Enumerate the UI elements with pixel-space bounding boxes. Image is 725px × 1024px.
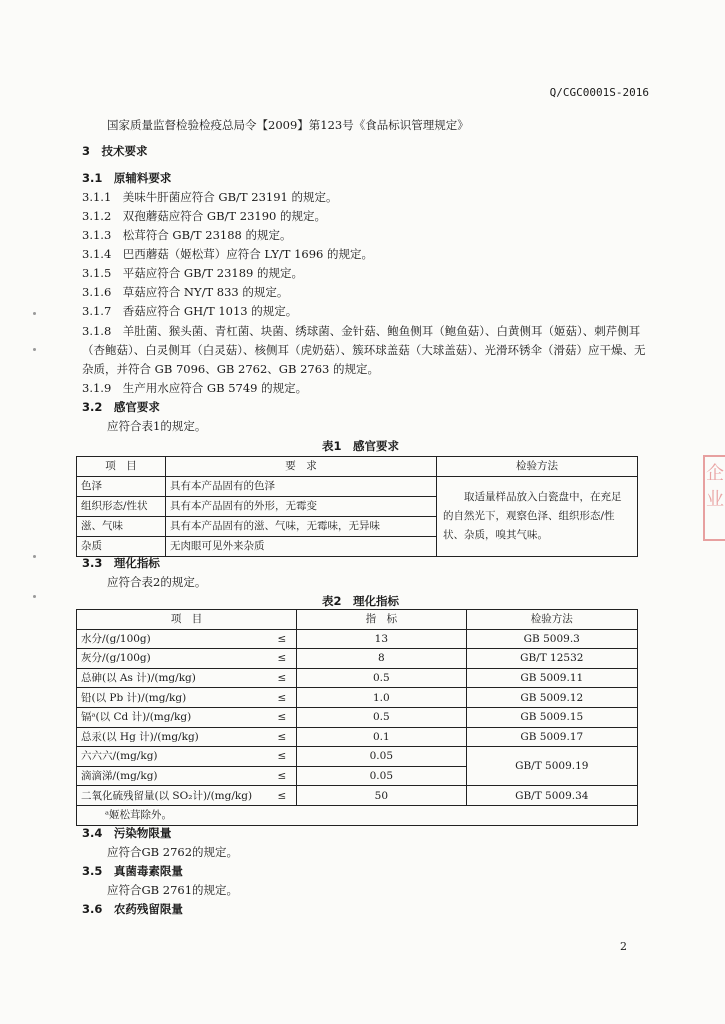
section-3-3-title: 3.3 理化指标: [82, 556, 160, 570]
table2-cell-sym: ≤: [268, 727, 297, 747]
table2-cell-method: GB 5009.3: [466, 629, 637, 649]
section-3-1-6: 3.1.6 草菇应符合 NY/T 833 的规定。: [82, 285, 289, 299]
table1-header-method: 检验方法: [437, 457, 638, 477]
section-3-2-title: 3.2 感官要求: [82, 400, 160, 414]
section-3-2-text: 应符合表1的规定。: [107, 419, 207, 433]
table2-cell-method: GB 5009.12: [466, 688, 637, 708]
table1-cell-item: 组织形态/性状: [77, 497, 166, 517]
scan-speck: [33, 348, 36, 351]
table2-cell-sym: ≤: [268, 747, 297, 767]
table2-header-value: 指 标: [297, 610, 466, 630]
table2-cell-method: GB 5009.15: [466, 707, 637, 727]
table2-cell-item: 水分/(g/100g): [77, 629, 268, 649]
table2-cell-value: 50: [297, 786, 466, 806]
section-3-4-text: 应符合GB 2762的规定。: [107, 845, 239, 859]
section-3-title: 3 技术要求: [82, 144, 148, 158]
section-3-3-text: 应符合表2的规定。: [107, 575, 207, 589]
table-row: [77, 688, 638, 708]
table2-cell-item: 六六六/(mg/kg): [77, 747, 268, 767]
table2-cell-sym: ≤: [268, 766, 297, 786]
table-row: [77, 786, 638, 806]
table2-header-item: 项 目: [77, 610, 297, 630]
table1-caption: 表1 感官要求: [322, 439, 400, 453]
section-3-1-5: 3.1.5 平菇应符合 GB/T 23189 的规定。: [82, 266, 303, 280]
table2-cell-value: 8: [297, 649, 466, 669]
table-row: [77, 747, 638, 767]
section-3-1-4: 3.1.4 巴西蘑菇（姬松茸）应符合 LY/T 1696 的规定。: [82, 247, 374, 261]
table2-cell-sym: ≤: [268, 629, 297, 649]
table2-cell-method-merged: GB/T 5009.19: [466, 747, 637, 786]
table2-cell-item: 镉ᵃ(以 Cd 计)/(mg/kg): [77, 707, 268, 727]
document-number: Q/CGC0001S-2016: [549, 86, 649, 99]
section-3-1-8: 3.1.8 羊肚菌、猴头菌、青杠菌、块菌、绣球菌、金针菇、鲍鱼侧耳（鲍鱼菇）、白黄侧耳（姬菇）、刺芹侧耳（杏鲍菇）、白灵侧耳（白灵菇）、核侧耳（虎奶菇）、簇环球盖菇（大球盖菇）、光滑环锈伞（滑菇）应干燥、无杂质，并符合 GB 7096、GB 2762、GB 2763 的规定。: [82, 324, 646, 376]
section-3-1-title: 3.1 原辅料要求: [82, 171, 172, 185]
table2-cell-method: GB 5009.17: [466, 727, 637, 747]
table2-cell-value: 0.1: [297, 727, 466, 747]
table2-footnote: ᵃ姬松茸除外。: [77, 805, 638, 825]
table1-cell-req: 具有本产品固有的色泽: [166, 477, 437, 497]
table1-cell-req: 具有本产品固有的滋、气味，无霉味，无异味: [166, 517, 437, 537]
section-3-1-7: 3.1.7 香菇应符合 GH/T 1013 的规定。: [82, 304, 298, 318]
table2-header-method: 检验方法: [466, 610, 637, 630]
table1-header-item: 项 目: [77, 457, 166, 477]
table2-cell-value: 0.05: [297, 747, 466, 767]
table2-cell-item: 二氧化硫残留量(以 SO₂计)/(mg/kg): [77, 786, 268, 806]
table2-cell-value: 0.05: [297, 766, 466, 786]
table2-cell-sym: ≤: [268, 688, 297, 708]
section-3-6-title: 3.6 农药残留限量: [82, 902, 183, 916]
table2-cell-sym: ≤: [268, 786, 297, 806]
table2-cell-method: GB/T 5009.34: [466, 786, 637, 806]
table1-header-req: 要 求: [166, 457, 437, 477]
table-row: [77, 649, 638, 669]
table2-cell-item: 铅(以 Pb 计)/(mg/kg): [77, 688, 268, 708]
section-3-5-text: 应符合GB 2761的规定。: [107, 883, 239, 897]
scan-speck: [33, 555, 36, 558]
table2-cell-value: 13: [297, 629, 466, 649]
table-row: [77, 629, 638, 649]
table2-cell-item: 灰分/(g/100g): [77, 649, 268, 669]
section-3-1-9: 3.1.9 生产用水应符合 GB 5749 的规定。: [82, 381, 308, 395]
section-3-1-2: 3.1.2 双孢蘑菇应符合 GB/T 23190 的规定。: [82, 209, 326, 223]
section-3-5-title: 3.5 真菌毒素限量: [82, 864, 183, 878]
table2-physicochemical: [76, 609, 638, 826]
table1-method-cell: 取适量样品放入白瓷盘中，在充足的自然光下，观察色泽、组织形态/性状、杂质，嗅其气味。: [437, 477, 638, 557]
table2-cell-sym: ≤: [268, 649, 297, 669]
table1-sensory: [76, 456, 638, 557]
table2-cell-item: 滴滴涕/(mg/kg): [77, 766, 268, 786]
section-3-4-title: 3.4 污染物限量: [82, 826, 172, 840]
table2-caption: 表2 理化指标: [322, 594, 400, 608]
red-seal-stamp: 企业: [703, 455, 725, 541]
scan-speck: [33, 312, 36, 315]
section-3-1-1: 3.1.1 美味牛肝菌应符合 GB/T 23191 的规定。: [82, 190, 338, 204]
table2-cell-value: 0.5: [297, 707, 466, 727]
table-row: [77, 707, 638, 727]
table1-cell-item: 杂质: [77, 537, 166, 557]
table1-cell-item: 色泽: [77, 477, 166, 497]
intro-line: 国家质量监督检验检疫总局令【2009】第123号《食品标识管理规定》: [107, 118, 469, 132]
table2-cell-sym: ≤: [268, 707, 297, 727]
table-row: [77, 668, 638, 688]
table2-cell-value: 1.0: [297, 688, 466, 708]
table2-cell-value: 0.5: [297, 668, 466, 688]
table1-cell-req: 无肉眼可见外来杂质: [166, 537, 437, 557]
page-number: 2: [620, 940, 627, 953]
table1-cell-item: 滋、气味: [77, 517, 166, 537]
table1-cell-req: 具有本产品固有的外形，无霉变: [166, 497, 437, 517]
table2-cell-sym: ≤: [268, 668, 297, 688]
table2-cell-method: GB 5009.11: [466, 668, 637, 688]
table-row: [77, 727, 638, 747]
table2-cell-item: 总汞(以 Hg 计)/(mg/kg): [77, 727, 268, 747]
scan-speck: [33, 595, 36, 598]
table-row: [77, 477, 638, 497]
section-3-1-3: 3.1.3 松茸符合 GB/T 23188 的规定。: [82, 228, 292, 242]
table2-cell-item: 总砷(以 As 计)/(mg/kg): [77, 668, 268, 688]
table2-cell-method: GB/T 12532: [466, 649, 637, 669]
